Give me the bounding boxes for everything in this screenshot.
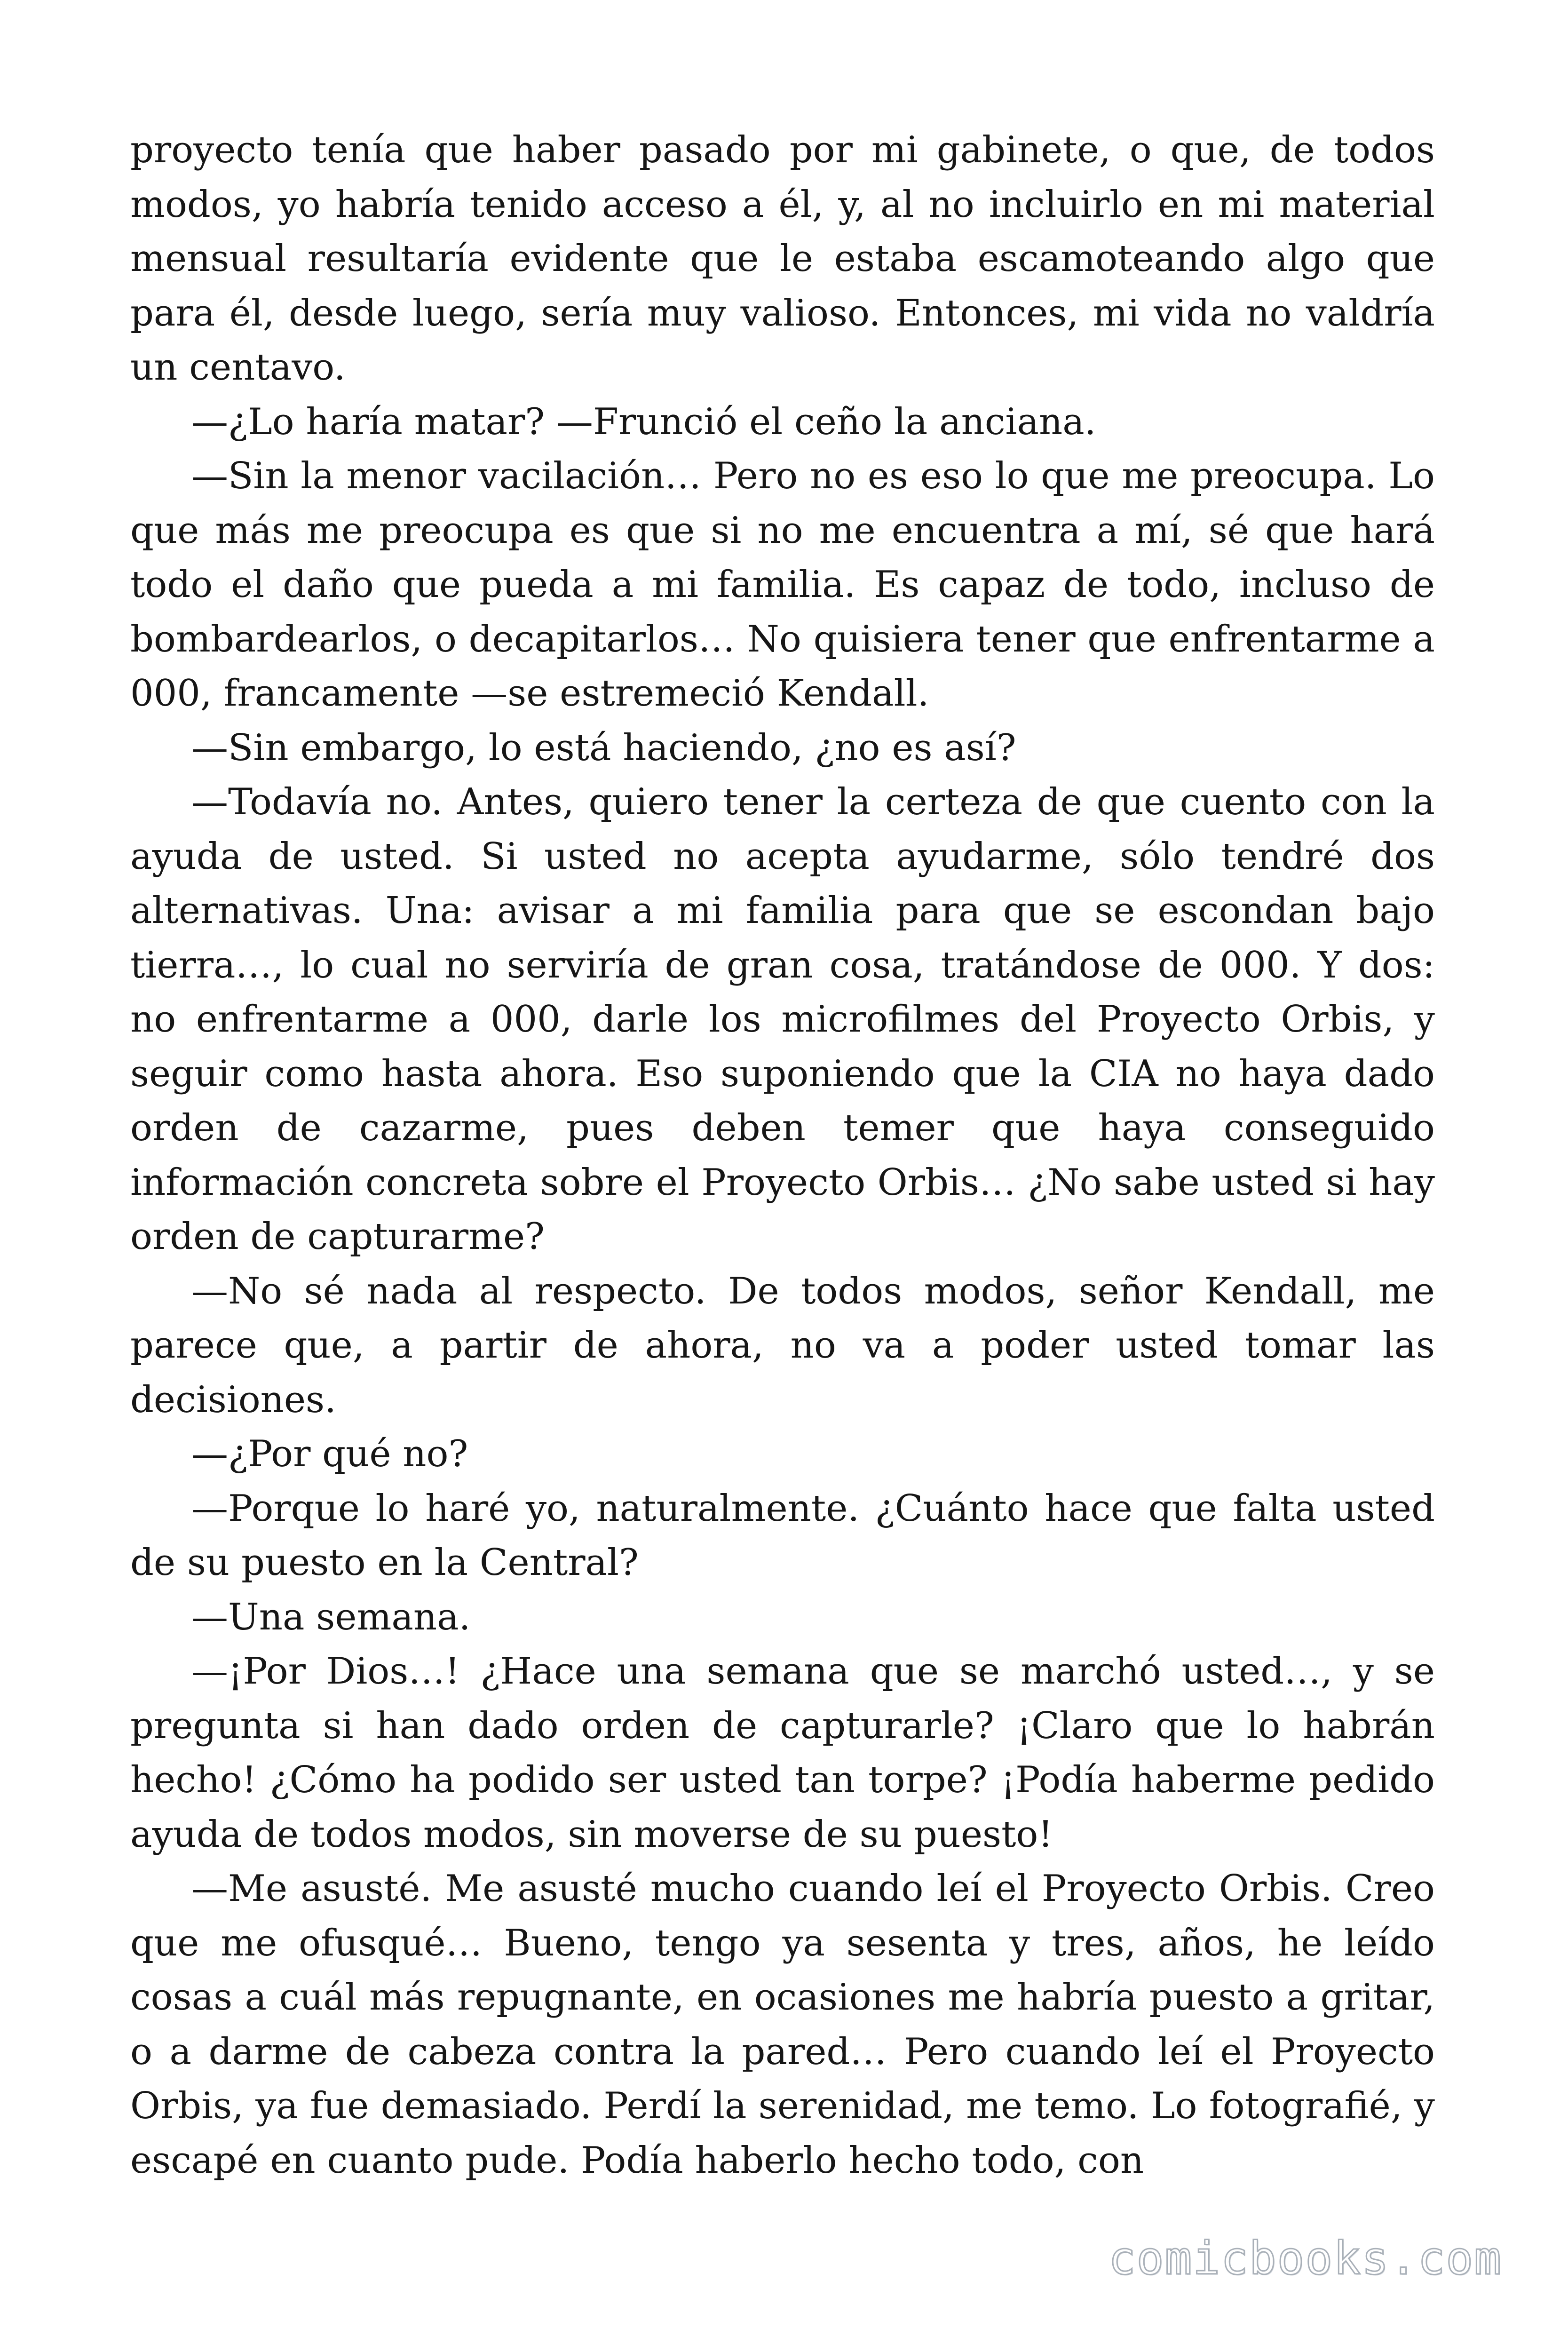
paragraph-6: —No sé nada al respecto. De todos modos, señor Kendall, me parece que, a partir de ahora, no va a poder usted tomar las decisiones. — [130, 1270, 1435, 1421]
paragraph-4: —Sin embargo, lo está haciendo, ¿no es así? — [191, 726, 1016, 769]
paragraph-8: —Porque lo haré yo, naturalmente. ¿Cuánto hace que falta usted de su puesto en la Central? — [130, 1487, 1435, 1584]
paragraph-2: —¿Lo haría matar? —Frunció el ceño la anciana. — [191, 400, 1096, 443]
page-body — [130, 123, 1435, 2188]
paragraph-9: —Una semana. — [191, 1596, 471, 1638]
paragraph-3: —Sin la menor vacilación… Pero no es eso lo que me preocupa. Lo que más me preocupa es que si no me encuentra a mí, sé que hará todo el daño que pueda a mi familia. Es capaz de todo, incluso de bombardearlos, o decapitarlos… No quisiera tener que enfrentarme a 000, francamente —se estremeció Kendall. — [130, 455, 1435, 715]
paragraph-7: —¿Por qué no? — [191, 1433, 468, 1475]
watermark: comicbooks.com — [1108, 2232, 1502, 2285]
paragraph-10: —¡Por Dios…! ¿Hace una semana que se marchó usted…, y se pregunta si han dado orden de capturarle? ¡Claro que lo habrán hecho! ¿Cómo ha podido ser usted tan torpe? ¡Podía haberme pedido ayuda de todos modos, sin moverse de su puesto! — [130, 1650, 1435, 1856]
paragraph-5: —Todavía no. Antes, quiero tener la certeza de que cuento con la ayuda de usted. Si usted no acepta ayudarme, sólo tendré dos alternativas. Una: avisar a mi familia para que se escondan bajo tierra…, lo cual no serviría de gran cosa, tratándose de 000. Y dos: no enfrentarme a 000, darle los microfilmes del Proyecto Orbis, y seguir como hasta ahora. Eso suponiendo que la CIA no haya dado orden de cazarme, pues deben temer que haya conseguido información concreta sobre el Proyecto Orbis… ¿No sabe usted si hay orden de capturarme? — [130, 781, 1435, 1258]
paragraph-1: proyecto tenía que haber pasado por mi gabinete, o que, de todos modos, yo habría tenido acceso a él, y, al no incluirlo en mi material mensual resultaría evidente que le estaba escamoteando algo que para él, desde luego, sería muy valioso. Entonces, mi vida no valdría un centavo. — [130, 129, 1435, 389]
paragraph-11: —Me asusté. Me asusté mucho cuando leí el Proyecto Orbis. Creo que me ofusqué… Bueno, tengo ya sesenta y tres, años, he leído cosas a cuál más repugnante, en ocasiones me habría puesto a gritar, o a darme de cabeza contra la pared… Pero cuando leí el Proyecto Orbis, ya fue demasiado. Perdí la serenidad, me temo. Lo fotografié, y escapé en cuanto pude. Podía haberlo hecho todo, con — [130, 1867, 1435, 2182]
